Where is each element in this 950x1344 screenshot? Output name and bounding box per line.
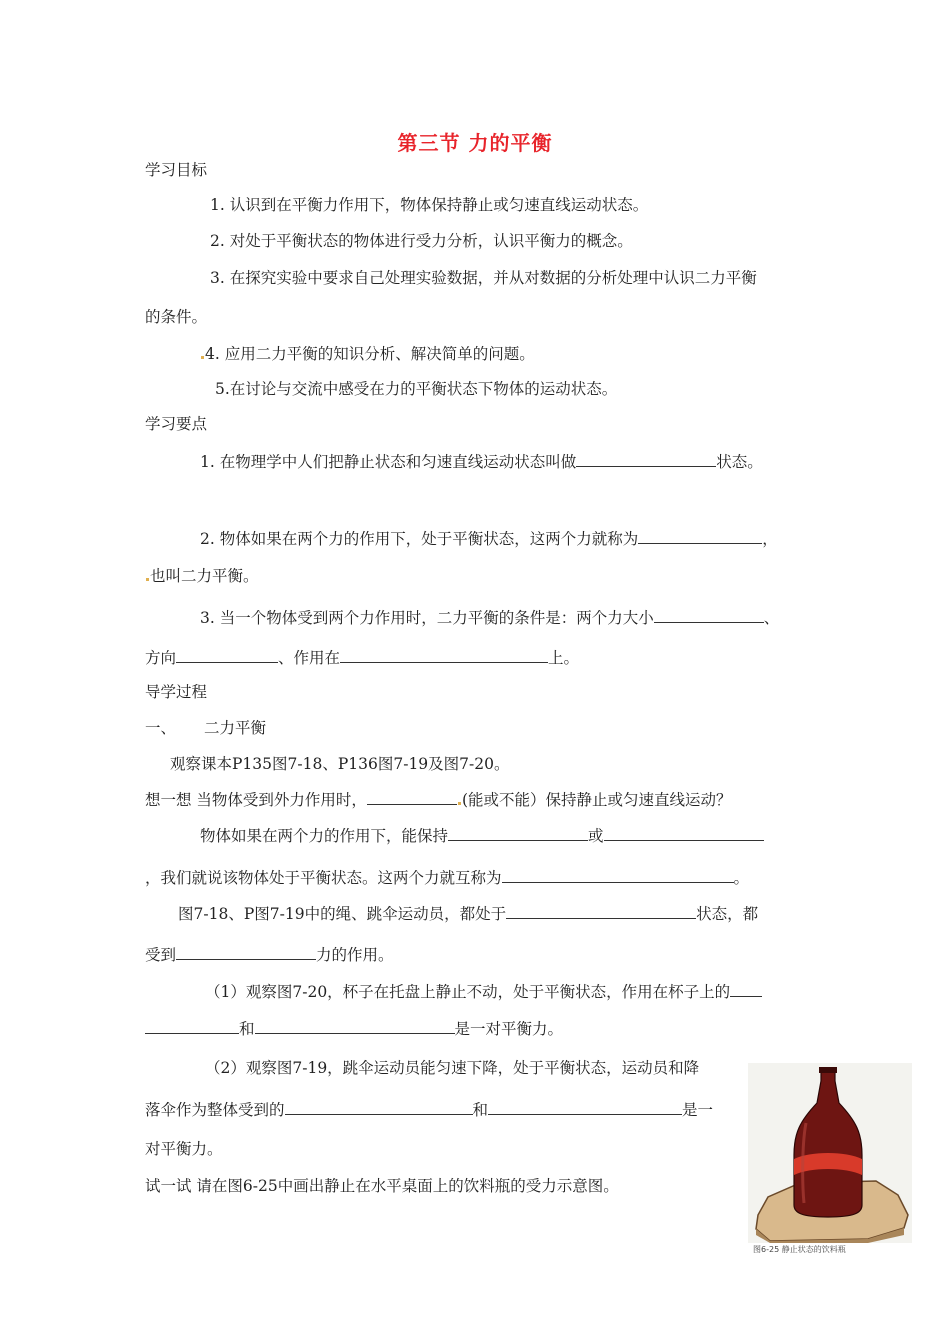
part1-heading: 一、 二力平衡 (145, 719, 267, 737)
question-2-line3: 对平衡力。 (145, 1140, 223, 1158)
bottle-figure (748, 1063, 912, 1243)
para1-line1: 物体如果在两个力的作用下，能保持 或 (200, 825, 764, 846)
key-point-2-cont: 也叫二力平衡。 (145, 566, 259, 586)
question-2-line2: 落伞作为整体受到的 和 是一 (145, 1101, 714, 1119)
answer-blank[interactable] (176, 647, 278, 663)
answer-blank[interactable] (285, 1099, 473, 1115)
objective-4: 4. 应用二力平衡的知识分析、解决简单的问题。 (200, 344, 535, 364)
figure-caption: 图6-25 静止状态的饮料瓶 (753, 1245, 846, 1254)
answer-blank[interactable] (176, 944, 316, 960)
answer-blank[interactable] (255, 1018, 455, 1034)
answer-blank[interactable] (367, 789, 457, 805)
question-1-line1: （1）观察图7-20，杯子在托盘上静止不动，处于平衡状态，作用在杯子上的 (205, 981, 762, 1002)
mark-dot (201, 356, 204, 359)
question-2-line1: （2）观察图7-19，跳伞运动员能匀速下降，处于平衡状态，运动员和降 (205, 1059, 700, 1077)
objective-5: 5.在讨论与交流中感受在力的平衡状态下物体的运动状态。 (215, 380, 618, 398)
answer-blank[interactable] (502, 867, 734, 883)
answer-blank[interactable] (654, 607, 764, 623)
section-key-points: 学习要点 (145, 415, 208, 433)
para2-line2: 受到 力的作用。 (145, 946, 394, 964)
answer-blank[interactable] (448, 825, 588, 841)
mark-dot (146, 578, 149, 581)
key-point-3-cont: 方向 、作用在 上。 (145, 649, 580, 667)
objective-3: 3. 在探究实验中要求自己处理实验数据，并从对数据的分析处理中认识二力平衡 (210, 269, 757, 287)
key-point-3: 3. 当一个物体受到两个力作用时，二力平衡的条件是：两个力大小 、 (200, 609, 780, 627)
answer-blank[interactable] (145, 1018, 239, 1034)
key-point-1: 1. 在物理学中人们把静止状态和匀速直线运动状态叫做 状态。 (200, 453, 763, 471)
try-line: 试一试 请在图6-25中画出静止在水平桌面上的饮料瓶的受力示意图。 (145, 1177, 619, 1195)
question-1-line2: 和 是一对平衡力。 (145, 1018, 563, 1039)
answer-blank[interactable] (604, 825, 764, 841)
mark-dot (458, 802, 461, 805)
section-objectives: 学习目标 (145, 161, 208, 179)
answer-blank[interactable] (340, 647, 548, 663)
answer-blank[interactable] (730, 981, 762, 997)
answer-blank[interactable] (638, 528, 762, 544)
section-guide: 导学过程 (145, 683, 208, 701)
page-title: 第三节 力的平衡 (397, 131, 553, 155)
answer-blank[interactable] (506, 903, 696, 919)
objective-3-cont: 的条件。 (145, 308, 208, 326)
objective-2: 2. 对处于平衡状态的物体进行受力分析，认识平衡力的概念。 (210, 232, 633, 250)
answer-blank[interactable] (488, 1099, 682, 1115)
para2-line1: 图7-18、P图7-19中的绳、跳伞运动员，都处于 状态，都 (178, 905, 759, 923)
think-line: 想一想 当物体受到外力作用时， (能或不能）保持静止或匀速直线运动？ (145, 791, 732, 809)
answer-blank[interactable] (576, 451, 716, 467)
para1-line2: ，我们就说该物体处于平衡状态。这两个力就互称为 。 (145, 869, 750, 887)
observe-line: 观察课本P135图7-18、P136图7-19及图7-20。 (170, 755, 510, 773)
objective-1: 1. 认识到在平衡力作用下，物体保持静止或匀速直线运动状态。 (210, 196, 649, 214)
key-point-2: 2. 物体如果在两个力的作用下，处于平衡状态，这两个力就称为 ， (200, 530, 778, 548)
